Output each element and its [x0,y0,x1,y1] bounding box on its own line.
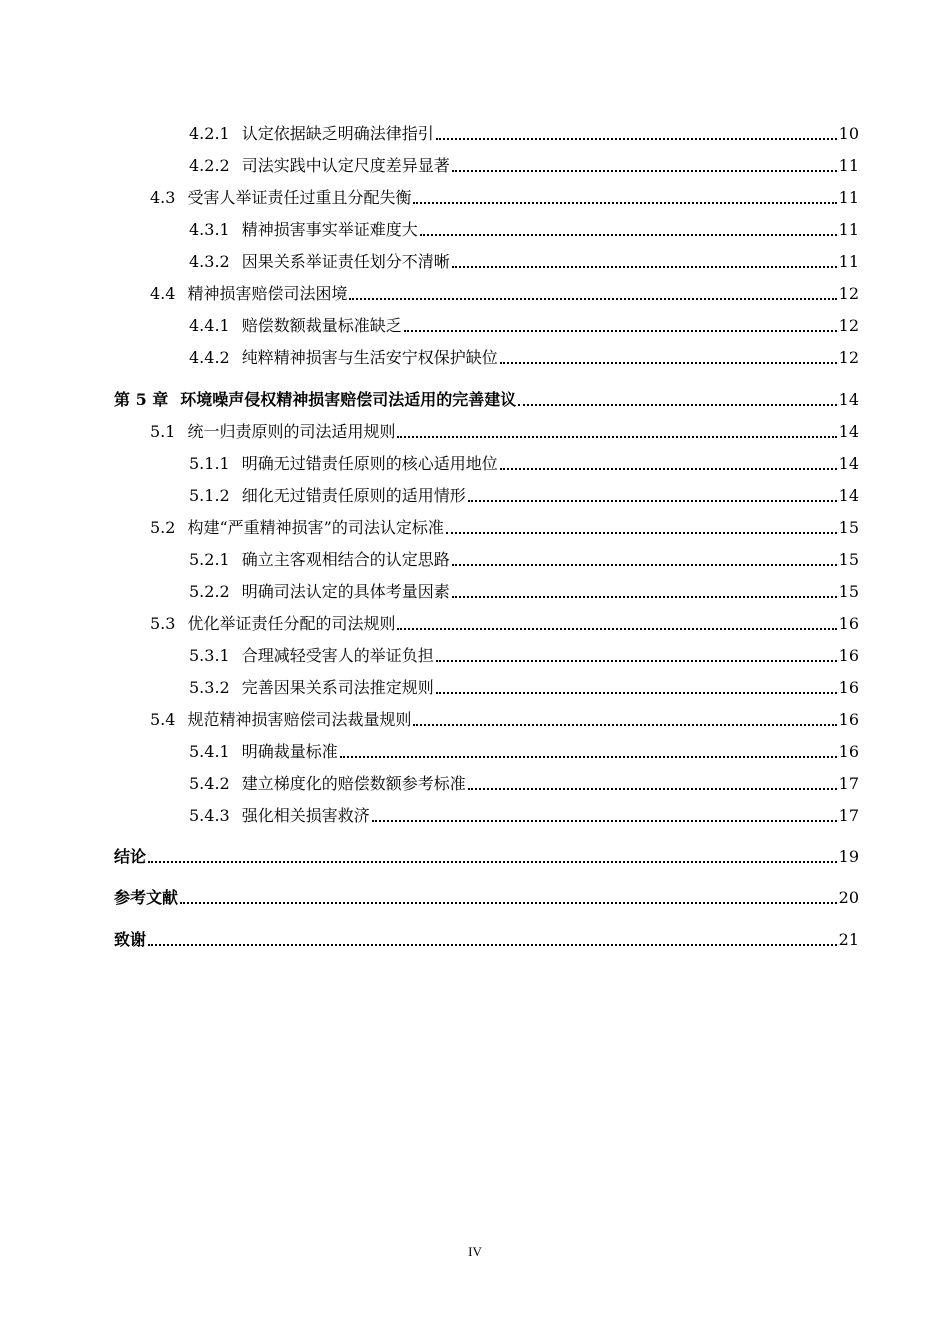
toc-entry-4-3-1[interactable] [189,216,859,240]
toc-entry-page: 16 [838,678,859,697]
toc-entry-5-2[interactable] [150,514,859,538]
dot-leader [180,902,837,904]
toc-entry-page: 17 [838,806,859,825]
toc-entry-acknowledgements[interactable] [114,926,859,950]
toc-entry-number: 5.4.2 [189,774,230,793]
toc-entry-title: 明确司法认定的具体考量因素 [241,582,450,601]
toc-entry-number: 4.3 [150,188,176,207]
toc-entry-number: 4.2.2 [189,156,230,175]
toc-entry-page: 16 [838,614,859,633]
toc-entry-page: 14 [838,486,859,505]
toc-entry-page: 12 [838,284,859,303]
toc-entry-title: 致谢 [114,930,147,949]
toc-entry-4-2-1[interactable] [189,120,859,144]
dot-leader [468,500,837,502]
toc-entry-title: 纯粹精神损害与生活安宁权保护缺位 [241,348,498,367]
toc-entry-title: 环境噪声侵权精神损害赔偿司法适用的完善建议 [180,390,517,409]
dot-leader [372,820,837,822]
toc-entry-page: 11 [838,188,859,207]
toc-entry-page: 15 [838,550,859,569]
toc-entry-page: 11 [838,156,859,175]
toc-entry-number: 4.3.1 [189,220,230,239]
toc-entry-page: 14 [838,454,859,473]
toc-entry-title: 因果关系举证责任划分不清晰 [241,252,450,271]
page-number: IV [468,1244,482,1259]
dot-leader [340,756,837,758]
toc-entry-page: 14 [838,422,859,441]
toc-entry-title: 合理减轻受害人的举证负担 [241,646,434,665]
toc-entry-number: 5.2.2 [189,582,230,601]
toc-entry-number: 5.3 [150,614,176,633]
toc-entry-number: 4.4.2 [189,348,230,367]
toc-entry-title: 完善因果关系司法推定规则 [241,678,434,697]
dot-leader [500,362,837,364]
toc-entry-5-4-1[interactable] [189,738,859,762]
dot-leader [446,532,837,534]
toc-entry-5-4-3[interactable] [189,802,859,826]
dot-leader [148,944,837,946]
toc-entry-title: 确立主客观相结合的认定思路 [241,550,450,569]
toc-entry-title: 规范精神损害赔偿司法裁量规则 [187,710,412,729]
dot-leader [397,628,836,630]
toc-entry-number: 5.1.1 [189,454,230,473]
dot-leader [452,266,837,268]
toc-entry-5-1[interactable] [150,418,859,442]
toc-entry-title: 强化相关损害救济 [241,806,370,825]
toc-entry-page: 11 [838,252,859,271]
toc-entry-number: 5.1 [150,422,176,441]
dot-leader [349,298,836,300]
dot-leader [436,692,837,694]
toc-entry-number: 5.2 [150,518,176,537]
dot-leader [436,660,837,662]
toc-entry-number: 5.4.1 [189,742,230,761]
toc-entry-5-3-1[interactable] [189,642,859,666]
dot-leader [413,202,836,204]
toc-entry-number: 4.4.1 [189,316,230,335]
dot-leader [452,596,837,598]
dot-leader [397,436,836,438]
toc-entry-title: 建立梯度化的赔偿数额参考标准 [241,774,466,793]
toc-entry-page: 17 [838,774,859,793]
toc-entry-page: 19 [838,847,859,866]
toc-entry-number: 4.4 [150,284,176,303]
toc-entry-page: 11 [838,220,859,239]
toc-entry-title: 参考文献 [114,888,179,907]
toc-entry-4-4-1[interactable] [189,312,859,336]
toc-entry-4-4[interactable] [150,280,859,304]
toc-entry-5-4-2[interactable] [189,770,859,794]
toc-entry-title: 认定依据缺乏明确法律指引 [241,124,434,143]
toc-entry-page: 15 [838,518,859,537]
toc-entry-references[interactable] [114,884,859,908]
toc-entry-number: 5.2.1 [189,550,230,569]
dot-leader [468,788,837,790]
toc-entry-page: 14 [838,390,859,409]
toc-entry-5-2-2[interactable] [189,578,859,602]
toc-entry-number: 5.4.3 [189,806,230,825]
toc-entry-5-1-2[interactable] [189,482,859,506]
toc-entry-page: 15 [838,582,859,601]
toc-entry-5-3-2[interactable] [189,674,859,698]
dot-leader [500,468,837,470]
dot-leader [452,564,837,566]
toc-entry-title: 明确裁量标准 [241,742,338,761]
toc-entry-page: 12 [838,348,859,367]
toc-entry-title: 细化无过错责任原则的适用情形 [241,486,466,505]
toc-entry-4-2-2[interactable] [189,152,859,176]
toc-entry-page: 10 [838,124,859,143]
toc-entry-page: 21 [838,930,859,949]
toc-entry-conclusion[interactable] [114,843,859,867]
toc-entry-title: 构建“严重精神损害”的司法认定标准 [187,518,444,537]
toc-entry-5-2-1[interactable] [189,546,859,570]
dot-leader [452,170,837,172]
toc-entry-number: 5.4 [150,710,176,729]
toc-entry-title: 司法实践中认定尺度差异显著 [241,156,450,175]
toc-entry-page: 16 [838,710,859,729]
toc-entry-title: 受害人举证责任过重且分配失衡 [187,188,412,207]
toc-entry-number: 5.3.2 [189,678,230,697]
dot-leader [518,404,836,406]
toc-entry-title: 明确无过错责任原则的核心适用地位 [241,454,498,473]
toc-entry-title: 结论 [114,847,147,866]
toc-entry-page: 20 [838,888,859,907]
toc-entry-number: 4.3.2 [189,252,230,271]
dot-leader [404,330,837,332]
toc-entry-title: 统一归责原则的司法适用规则 [187,422,396,441]
toc-entry-page: 16 [838,742,859,761]
toc-entry-title: 精神损害赔偿司法困境 [187,284,348,303]
toc-entry-title: 精神损害事实举证难度大 [241,220,418,239]
dot-leader [436,138,837,140]
toc-entry-number: 4.2.1 [189,124,230,143]
toc-entry-4-4-2[interactable] [189,344,859,368]
dot-leader [420,234,837,236]
toc-entry-5-4[interactable] [150,706,859,730]
toc-entry-title: 赔偿数额裁量标准缺乏 [241,316,402,335]
dot-leader [413,724,836,726]
toc-entry-number: 第 5 章 [114,390,169,409]
dot-leader [148,861,837,863]
toc-entry-chapter-5[interactable] [114,386,859,410]
toc-entry-5-1-1[interactable] [189,450,859,474]
toc-entry-title: 优化举证责任分配的司法规则 [187,614,396,633]
toc-entry-5-3[interactable] [150,610,859,634]
toc-entry-4-3[interactable] [150,184,859,208]
toc-entry-page: 16 [838,646,859,665]
toc-entry-4-3-2[interactable] [189,248,859,272]
toc-entry-page: 12 [838,316,859,335]
toc-entry-number: 5.3.1 [189,646,230,665]
toc-entry-number: 5.1.2 [189,486,230,505]
